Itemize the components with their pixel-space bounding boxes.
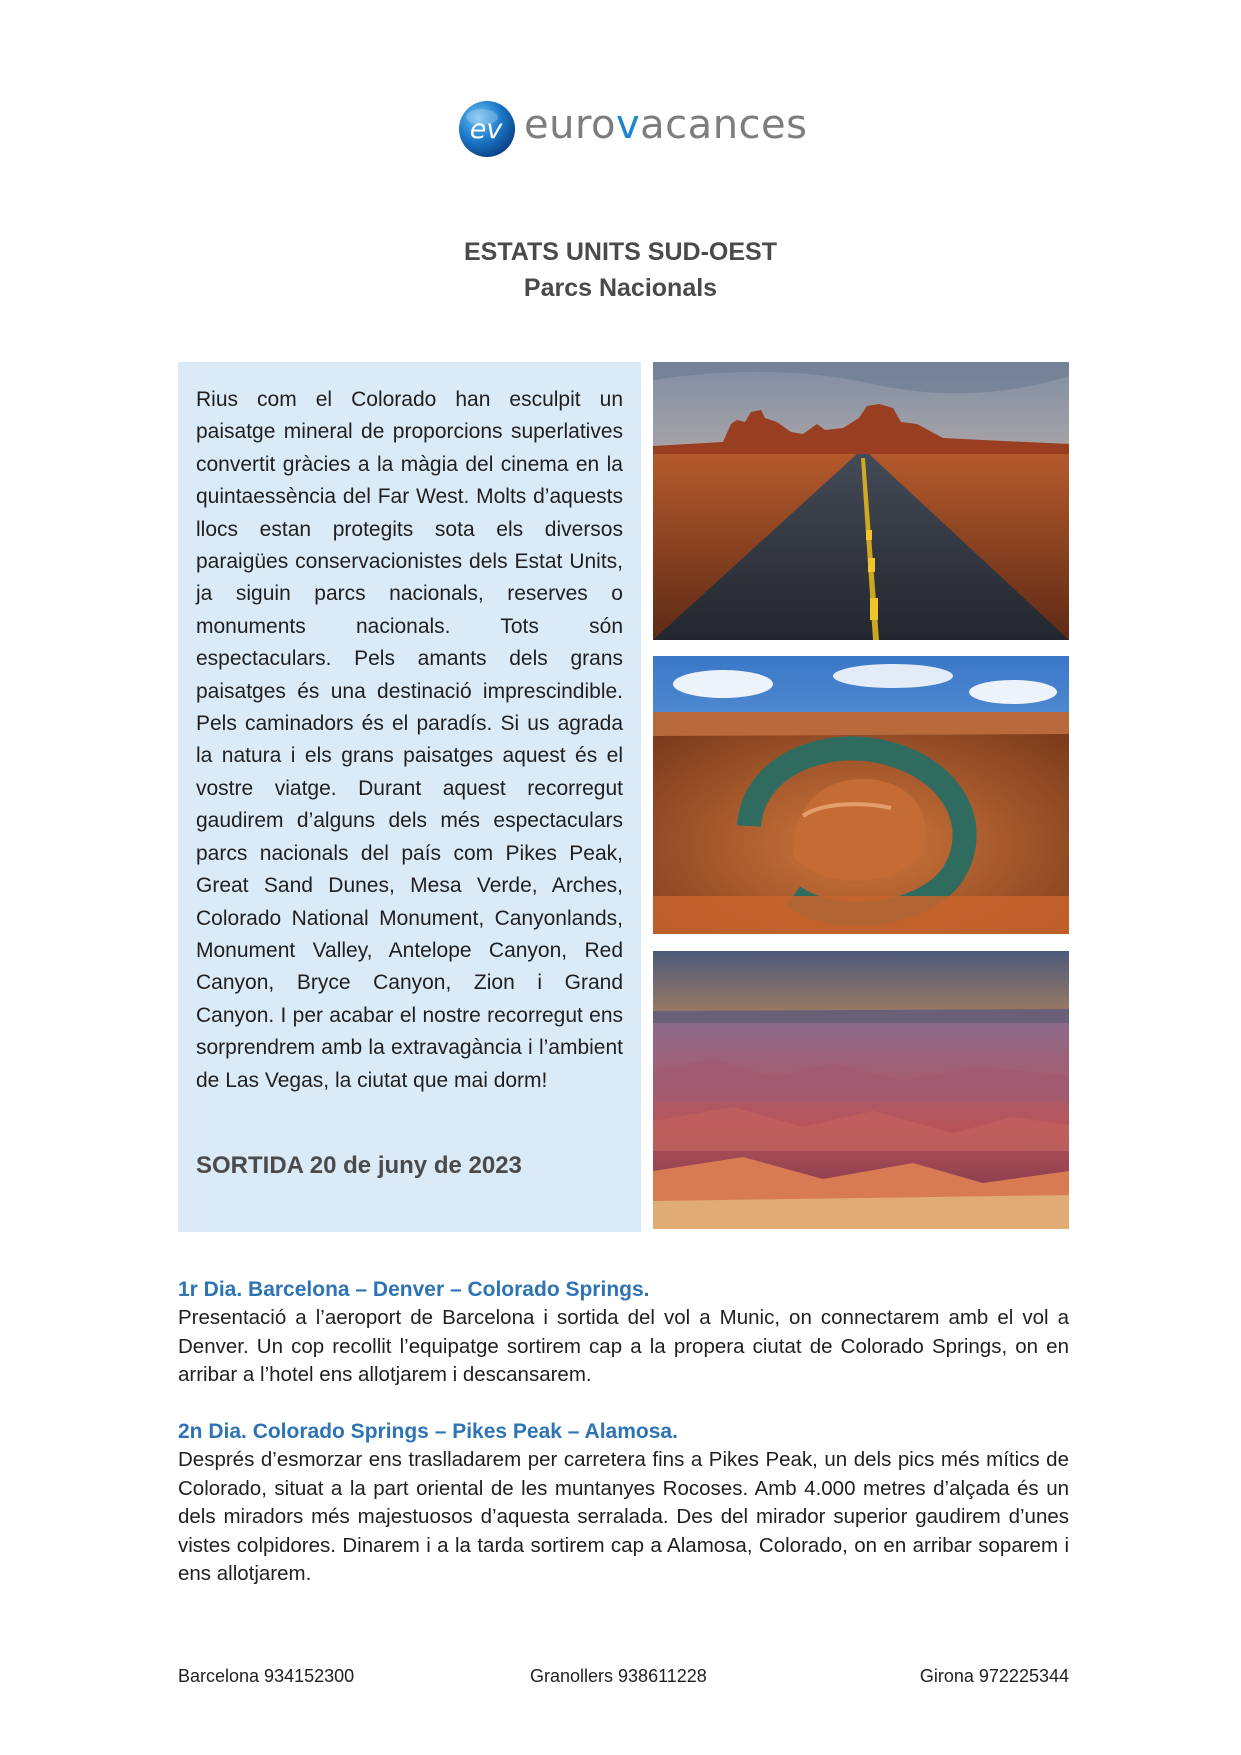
wordmark-part-1: euro xyxy=(524,102,616,148)
brand-wordmark xyxy=(524,102,807,148)
intro-box xyxy=(178,362,641,1232)
day-2-title: 2n Dia. Colorado Springs – Pikes Peak – Alamosa. xyxy=(178,1420,678,1443)
day-2 xyxy=(178,1418,1069,1589)
footer-girona-phone: Girona 972225344 xyxy=(919,1666,1069,1686)
road-monument-valley-photo xyxy=(653,362,1069,640)
page-title: ESTATS UNITS SUD-OEST xyxy=(464,238,777,266)
horseshoe-bend-photo xyxy=(653,656,1069,934)
departure-date: SORTIDA 20 de juny de 2023 xyxy=(196,1152,522,1179)
day-1 xyxy=(178,1276,1069,1390)
grand-canyon-sunset-photo xyxy=(653,951,1069,1229)
footer-barcelona-phone: Barcelona 934152300 xyxy=(178,1666,355,1686)
logo-mark-text: ev xyxy=(469,114,503,145)
wordmark-accent: v xyxy=(616,102,641,148)
footer-granollers-phone: Granollers 938611228 xyxy=(530,1666,707,1686)
day-1-title: 1r Dia. Barcelona – Denver – Colorado Springs. xyxy=(178,1278,650,1301)
wordmark-part-2: acances xyxy=(640,102,808,148)
day-1-text: Presentació a l’aeroport de Barcelona i sortida del vol a Munic, on connectarem amb el vol a Denver. Un cop recollit l’equipatge sortirem cap a la propera ciutat de Colorado Springs, on en arribar a l’hotel ens allotjarem i descansarem. xyxy=(178,1306,1069,1386)
ev-logo-icon xyxy=(458,100,516,158)
intro-paragraph: Rius com el Colorado han esculpit un paisatge mineral de proporcions superlatives convertit gràcies a la màgia del cinema en la quintaessència del Far West. Molts d’aquests llocs estan protegits sota els diversos paraigües conservacionistes dels Estat Units, ja siguin parcs nacionals, reserves o monuments nacionals. Tots són espectaculars. Pels amants dels grans paisatges és una destinació imprescindible. Pels caminadors és el paradís. Si us agrada la natura i els grans paisatges aquest és el vostre viatge. Durant aquest recorregut gaudirem d’alguns dels més espectaculars parcs nacionals del país com Pikes Peak, Great Sand Dunes, Mesa Verde, Arches, Colorado National Monument, Canyonlands, Monument Valley, Antelope Canyon, Red Canyon, Bryce Canyon, Zion i Grand Canyon. I per acabar el nostre recorregut ens sorprendrem amb la extravagància i l’ambient de Las Vegas, la ciutat que mai dorm! xyxy=(196,388,623,1092)
day-2-text: Després d’esmorzar ens traslladarem per carretera fins a Pikes Peak, un dels pics més mítics de Colorado, situat a la part oriental de les muntanyes Rocoses. Amb 4.000 metres d’alçada és un dels miradors més majestuosos d’aquesta serralada. Des del mirador superior gaudirem d’unes vistes colpidores. Dinarem i a la tarda sortirem cap a Alamosa, Colorado, on en arribar soparem i ens allotjarem. xyxy=(178,1448,1069,1585)
brand-logo xyxy=(458,100,808,162)
page-subtitle: Parcs Nacionals xyxy=(523,274,718,302)
